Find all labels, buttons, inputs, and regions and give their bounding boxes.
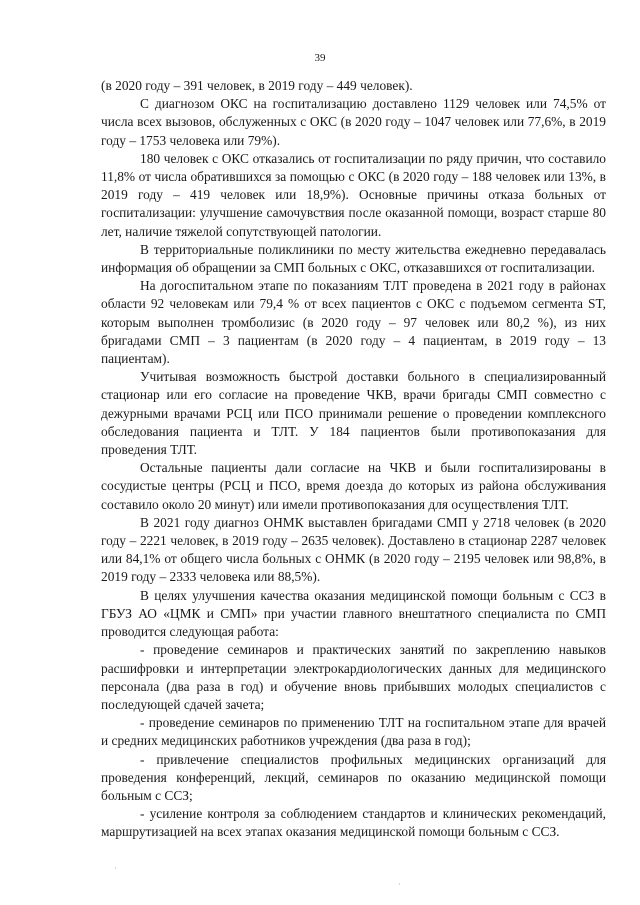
list-item-4: - усиление контроля за соблюдением стандартов и клинических рекомендаций, маршрутизацией на всех этапах оказания медицинской помощи больным с ССЗ. <box>101 806 606 840</box>
scan-speck: · <box>398 880 401 889</box>
paragraph-7: Остальные пациенты дали согласие на ЧКВ и были госпитализированы в сосудистые центры (РСЦ и ПСО, время доезда до которых из района обслуживания составило около 20 минут) или имели противопоказания для осуществления ТЛТ. <box>101 460 606 512</box>
paragraph-3: 180 человек с ОКС отказались от госпитализации по ряду причин, что составило 11,8% от числа обратившихся за помощью с ОКС (в 2020 году – 188 человек или 13%, в 2019 году – 419 человек или 18,9%). Основные причины отказа больных от госпитализации: улучшение самочувствия после оказанной помощи, возраст старше 80 лет, наличие тяжелой сопутствующей патологии. <box>101 150 606 239</box>
paragraph-1: (в 2020 году – 391 человек, в 2019 году – 449 человек). <box>101 78 413 93</box>
paragraph-9: В целях улучшения качества оказания медицинской помощи больным с ССЗ в ГБУЗ АО «ЦМК и СМП» при участии главного внештатного специалиста по СМП проводится следующая работа: <box>101 587 606 640</box>
page-number: 39 <box>314 52 326 64</box>
paragraph-8: В 2021 году диагноз ОНМК выставлен бригадами СМП у 2718 человек (в 2020 году – 2221 человек, в 2019 году – 2635 человек). Доставлено в стационар 2287 человек или 84,1% от общего числа больных с ОНМК (в 2020 году – 2195 человек или 98,8%, в 2019 году – 2333 человека или 88,5%). <box>101 514 606 585</box>
list-item-3: - привлечение специалистов профильных медицинских организаций для проведения конференций, лекций, семинаров по оказанию медицинской помощи больным с ССЗ; <box>101 751 606 803</box>
list-item-2: - проведение семинаров по применению ТЛТ на госпитальном этапе для врачей и средних медицинских работников учреждения (два раза в год); <box>101 715 606 749</box>
paragraph-2: С диагнозом ОКС на госпитализацию доставлено 1129 человек или 74,5% от числа всех вызовов, обслуженных с ОКС (в 2020 году – 1047 человек или 77,6%, в 2019 году – 1753 человека или 79%). <box>101 96 606 148</box>
paragraph-5: На догоспитальном этапе по показаниям ТЛТ проведена в 2021 году в районах области 92 человекам или 79,4 % от всех пациентов с ОКС с подъемом сегмента ST, которым выполнен тромболизис (в 2020 году – 97 человек или 80,2 %), из них бригадами СМП – 3 пациентам (в 2020 году – 4 пациентам, в 2019 году – 13 пациентам). <box>101 278 606 367</box>
document-body <box>101 77 606 842</box>
list-item-1: - проведение семинаров и практических занятий по закреплению навыков расшифровки и интерпретации электрокардиологических данных для медицинского персонала (два раза в год) и обучение вновь прибывших молодых специалистов с последующей сдачей зачета; <box>101 642 606 712</box>
paragraph-4: В территориальные поликлиники по месту жительства ежедневно передавалась информация об обращении за СМП больных с ОКС, отказавшихся от госпитализации. <box>101 241 606 276</box>
scan-speck: · <box>114 864 117 873</box>
paragraph-6: Учитывая возможность быстрой доставки больного в специализированный стационар или его согласие на проведение ЧКВ, врачи бригады СМП совместно с дежурными врачами РСЦ или ПСО принимали решение о проведении комплексного обследования пациента и ТЛТ. У 184 пациентов были противопоказания для проведения ТЛТ. <box>101 369 606 458</box>
